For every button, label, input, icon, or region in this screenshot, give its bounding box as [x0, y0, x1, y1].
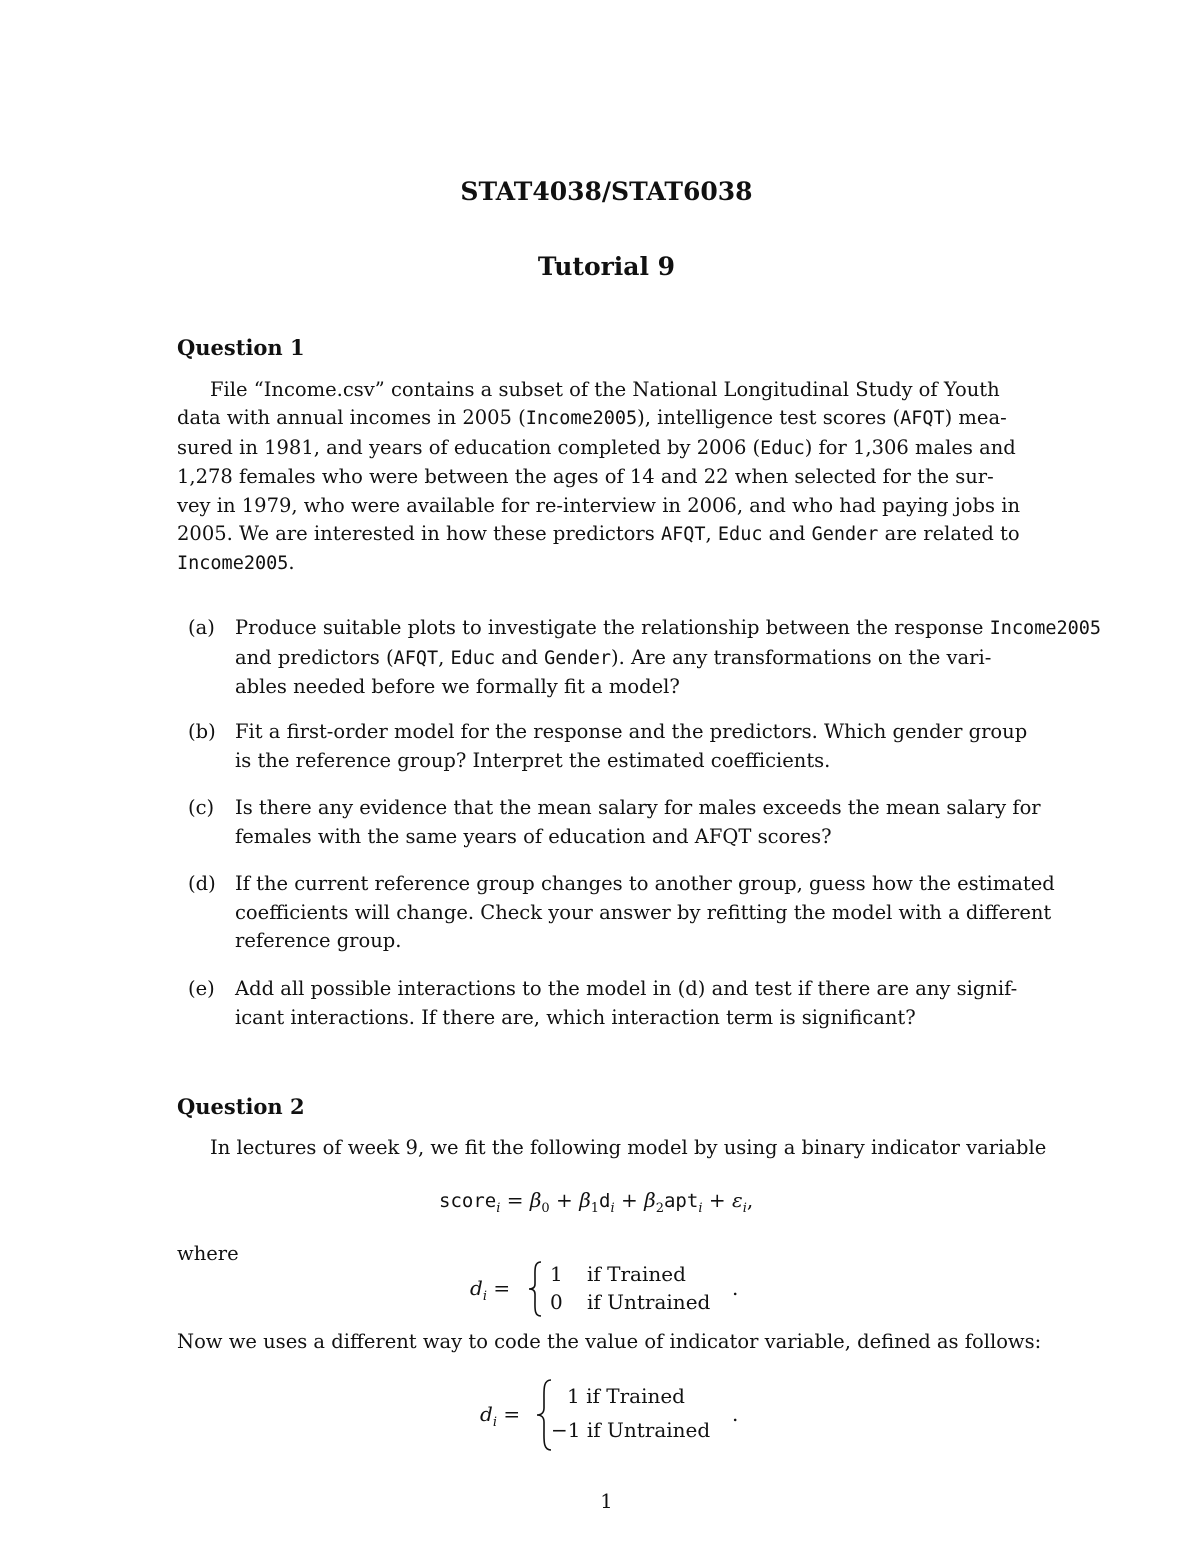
intro-line: data with annual incomes in 2005 (Income2005), intelligence test scores (AFQT) mea-: [177, 406, 1007, 430]
indicator-definition-2: $d_i$ = 1 if Trained −1 if Untrained .: [480, 1378, 750, 1454]
tutorial-title: Tutorial 9: [537, 252, 676, 281]
part-line: coefficients will change. Check your answer by refitting the model with a different: [235, 900, 1052, 924]
left-brace-icon: [526, 1260, 544, 1318]
indicator-definition-1: $d_i$ = 1 if Trained 0 if Untrained .: [470, 1258, 750, 1320]
question-1-intro: [177, 376, 1037, 579]
intro-line: File “Income.csv” contains a subset of the National Longitudinal Study of Youth: [210, 378, 1000, 401]
part-line: Fit a first-order model for the response and the predictors. Which gender group: [235, 720, 1028, 743]
part-line: and predictors (AFQT, Educ and Gender). Are any transformations on the vari-: [235, 645, 992, 669]
where-label: where: [177, 1242, 239, 1265]
part-line: icant interactions. If there are, which interaction term is significant?: [235, 1005, 916, 1029]
recoding-sentence: Now we uses a different way to code the value of indicator variable, defined as follows:: [177, 1330, 1042, 1353]
part-label: (b): [188, 720, 216, 743]
part-line: reference group.: [235, 929, 402, 953]
intro-line: vey in 1979, who were available for re-interview in 2006, and who had paying jobs in: [177, 493, 1021, 517]
part-line: Add all possible interactions to the model in (d) and test if there are any signif-: [235, 977, 1018, 1000]
intro-line: sured in 1981, and years of education completed by 2006 (Educ) for 1,306 males and: [177, 435, 1016, 459]
intro-line: 2005. We are interested in how these predictors AFQT, Educ and Gender are related to: [177, 522, 1020, 546]
question-1-heading: Question 1: [177, 335, 305, 360]
course-code: STAT4038/STAT6038: [460, 177, 753, 206]
part-line: is the reference group? Interpret the estimated coefficients.: [235, 748, 831, 772]
model-equation: score$_i$ = $\beta_0 + \beta_1d_i + \beta_2apt_i + \varepsilon_i$,: [439, 1188, 754, 1216]
intro-line: 1,278 females who were between the ages of 14 and 22 when selected for the sur-: [177, 465, 994, 489]
part-line: ables needed before we formally fit a model?: [235, 675, 680, 699]
page-number: 1: [600, 1490, 613, 1513]
part-line: Produce suitable plots to investigate the relationship between the response Income2005: [235, 616, 1102, 639]
question-2-heading: Question 2: [177, 1094, 305, 1119]
part-label: (e): [188, 977, 215, 1000]
part-line: females with the same years of education and AFQT scores?: [235, 824, 832, 848]
part-label: (d): [188, 872, 216, 895]
intro-line: Income2005.: [177, 551, 295, 575]
part-line: Is there any evidence that the mean salary for males exceeds the mean salary for: [235, 796, 1041, 819]
part-line: If the current reference group changes to another group, guess how the estimated: [235, 872, 1055, 895]
question-2-intro: In lectures of week 9, we fit the following model by using a binary indicator variable: [210, 1136, 1047, 1159]
part-label: (a): [188, 616, 215, 639]
part-label: (c): [188, 796, 215, 819]
